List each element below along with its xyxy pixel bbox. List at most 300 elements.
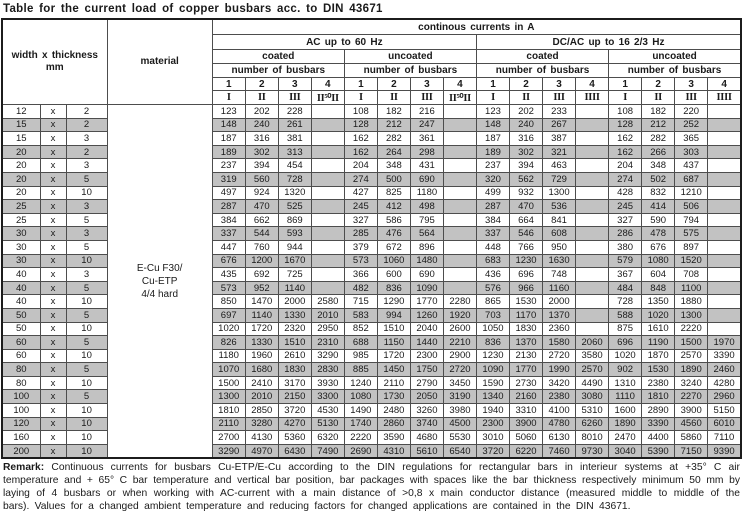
current-value: 2110 [377,376,410,390]
current-value [576,281,609,295]
current-value: 303 [675,145,708,159]
current-value: 470 [245,200,278,214]
current-value [311,172,344,186]
current-value: 2410 [245,376,278,390]
current-value: 337 [212,227,245,241]
current-value: 287 [212,200,245,214]
width-value: 15 [2,132,40,146]
current-value: 952 [245,281,278,295]
current-value: 506 [675,200,708,214]
current-value: 482 [344,281,377,295]
current-value: 428 [609,186,642,200]
current-value: 544 [245,227,278,241]
current-value: 6540 [443,444,476,458]
current-value: 593 [278,227,311,241]
dimension-separator: x [40,322,66,336]
current-value [708,213,741,227]
dimension-separator: x [40,363,66,377]
current-value: 3900 [675,404,708,418]
col-header-number-busbars-3: number of busbars [476,64,608,78]
current-value: 2950 [311,322,344,336]
current-value [443,159,476,173]
current-value: 3290 [311,349,344,363]
current-value: 394 [245,159,278,173]
busbar-arrangement-symbol: II⁵⁰II [443,91,476,105]
dimension-separator: x [40,444,66,458]
current-value: 2960 [708,390,741,404]
current-value: 3390 [708,349,741,363]
current-value: 924 [245,186,278,200]
current-value: 2720 [543,349,576,363]
current-value: 932 [510,186,543,200]
current-value: 237 [476,159,509,173]
current-value: 381 [278,132,311,146]
current-value: 1240 [344,376,377,390]
current-value: 2730 [510,376,543,390]
current-value: 1520 [675,254,708,268]
dimension-separator: x [40,145,66,159]
current-value: 1070 [212,363,245,377]
current-value: 2890 [642,404,675,418]
current-value: 3040 [609,444,642,458]
busbar-arrangement-symbol: II [642,91,675,105]
thickness-value: 3 [66,200,107,214]
current-value: 994 [377,308,410,322]
dimension-separator: x [40,172,66,186]
current-value: 266 [642,145,675,159]
current-value [576,268,609,282]
busbar-count-header: 4 [708,78,741,91]
current-value [443,118,476,132]
current-value [708,118,741,132]
current-value: 484 [609,281,642,295]
busbar-count-header: 4 [576,78,609,91]
current-value: 245 [609,200,642,214]
current-value: 725 [278,268,311,282]
current-value: 2000 [278,295,311,309]
busbar-count-header: 1 [344,78,377,91]
current-value: 850 [212,295,245,309]
current-value: 1940 [476,404,509,418]
current-value: 128 [344,118,377,132]
current-value: 573 [212,281,245,295]
current-value [311,213,344,227]
current-value: 2000 [543,295,576,309]
thickness-value: 5 [66,336,107,350]
current-value: 202 [510,105,543,119]
current-value: 497 [212,186,245,200]
current-value [576,105,609,119]
thickness-value: 5 [66,240,107,254]
col-header-ac-group: AC up to 60 Hz [212,35,476,50]
current-value: 3740 [410,417,443,431]
current-value: 500 [377,172,410,186]
thickness-value: 5 [66,390,107,404]
remark-label: Remark: [3,462,45,474]
current-value: 1480 [410,254,443,268]
current-value: 525 [278,200,311,214]
current-value: 189 [476,145,509,159]
current-value: 4490 [576,376,609,390]
dimension-separator: x [40,200,66,214]
busbar-count-header: 2 [245,78,278,91]
current-value [443,227,476,241]
thickness-value: 3 [66,268,107,282]
current-value: 204 [609,159,642,173]
current-value [576,186,609,200]
current-value: 944 [278,240,311,254]
current-value: 162 [344,145,377,159]
current-value: 1960 [245,349,278,363]
current-value [443,268,476,282]
dimension-separator: x [40,349,66,363]
current-value: 128 [609,118,642,132]
current-value: 696 [510,268,543,282]
remark [1,459,742,514]
thickness-value: 5 [66,281,107,295]
current-value: 1970 [708,336,741,350]
current-value: 6320 [311,431,344,445]
col-header-number-busbars-4: number of busbars [609,64,741,78]
current-value: 220 [675,105,708,119]
current-value: 1230 [476,349,509,363]
dimension-separator: x [40,268,66,282]
current-value: 3900 [510,417,543,431]
material-value-line: Cu-ETP [141,275,178,287]
current-value: 1580 [543,336,576,350]
current-value: 5530 [443,431,476,445]
current-value: 414 [642,200,675,214]
current-value: 697 [212,308,245,322]
current-value: 536 [543,200,576,214]
current-value: 204 [344,159,377,173]
width-value: 40 [2,268,40,282]
col-header-dc-uncoated: uncoated [609,50,741,64]
current-value [443,145,476,159]
current-value: 2060 [576,336,609,350]
current-value: 573 [344,254,377,268]
current-value [708,254,741,268]
current-value [576,240,609,254]
current-value: 9390 [708,444,741,458]
current-value: 1720 [245,322,278,336]
current-value: 287 [476,200,509,214]
current-value: 7110 [708,431,741,445]
current-value: 2850 [245,404,278,418]
current-value: 1300 [543,186,576,200]
current-value [708,186,741,200]
current-value: 387 [543,132,576,146]
current-value: 2040 [410,322,443,336]
material-value-line: 4/4 hard [141,288,179,300]
current-value [708,281,741,295]
current-value [708,227,741,241]
current-value [443,254,476,268]
current-value: 3280 [245,417,278,431]
current-value: 379 [344,240,377,254]
current-value [576,254,609,268]
current-value: 2600 [443,322,476,336]
current-value: 302 [245,145,278,159]
width-value: 20 [2,186,40,200]
current-value [311,240,344,254]
dimension-separator: x [40,431,66,445]
busbar-count-header: 3 [543,78,576,91]
current-value: 187 [212,132,245,146]
current-value [708,132,741,146]
current-value [708,159,741,173]
busbar-current-table [1,18,742,459]
current-value: 348 [377,159,410,173]
current-value: 1890 [609,417,642,431]
current-value: 950 [543,240,576,254]
current-value: 380 [609,240,642,254]
current-value: 1530 [510,295,543,309]
current-value: 1020 [212,322,245,336]
current-value [576,227,609,241]
busbar-count-header: 2 [510,78,543,91]
col-header-number-busbars-2: number of busbars [344,64,476,78]
current-value: 240 [245,118,278,132]
current-value: 1990 [543,363,576,377]
current-value: 2050 [410,390,443,404]
current-value: 3450 [443,376,476,390]
current-value: 600 [377,268,410,282]
width-value: 60 [2,336,40,350]
current-value: 1090 [410,281,443,295]
current-value: 2570 [675,349,708,363]
current-value: 162 [344,132,377,146]
col-header-continuous-currents: continous currents in A [212,19,741,35]
current-value: 2360 [543,322,576,336]
current-value: 189 [212,145,245,159]
busbar-arrangement-symbol: III [675,91,708,105]
current-value [443,213,476,227]
page-title: Table for the current load of copper busbars acc. to DIN 43671 [3,3,383,15]
current-value: 264 [377,145,410,159]
current-value: 1020 [609,349,642,363]
current-value: 1110 [609,390,642,404]
current-value: 1450 [377,363,410,377]
current-value: 148 [212,118,245,132]
current-value: 1050 [476,322,509,336]
material-value [107,105,212,459]
current-value: 476 [377,227,410,241]
busbar-arrangement-symbol: II [510,91,543,105]
busbar-count-header: 3 [675,78,708,91]
current-value: 848 [642,281,675,295]
dimension-separator: x [40,132,66,146]
width-value: 100 [2,390,40,404]
current-value: 162 [609,145,642,159]
current-value: 4680 [410,431,443,445]
width-value: 20 [2,159,40,173]
busbar-arrangement-symbol: IIII [708,91,741,105]
current-value: 361 [410,132,443,146]
current-value: 869 [278,213,311,227]
current-value: 4970 [245,444,278,458]
thickness-value: 10 [66,349,107,363]
thickness-value: 10 [66,376,107,390]
current-value: 1810 [642,390,675,404]
dimension-separator: x [40,159,66,173]
current-value: 2380 [543,390,576,404]
current-value: 274 [609,172,642,186]
current-value: 586 [377,213,410,227]
current-value: 1210 [675,186,708,200]
thickness-value: 10 [66,404,107,418]
current-value: 1300 [212,390,245,404]
col-header-ac-coated: coated [212,50,344,64]
current-value: 748 [543,268,576,282]
current-value: 3720 [278,404,311,418]
current-value: 448 [476,240,509,254]
current-value: 1150 [377,336,410,350]
current-value: 1870 [642,349,675,363]
current-value: 852 [344,322,377,336]
dimension-separator: x [40,118,66,132]
current-value: 2010 [311,308,344,322]
current-value: 1530 [642,363,675,377]
current-value: 3580 [576,349,609,363]
current-value: 4130 [245,431,278,445]
current-value: 1370 [510,336,543,350]
current-value: 672 [377,240,410,254]
current-value: 261 [278,118,311,132]
current-value: 562 [510,172,543,186]
col-header-material: material [107,19,212,105]
current-value: 588 [609,308,642,322]
current-value: 431 [410,159,443,173]
current-value: 233 [543,105,576,119]
current-value: 795 [410,213,443,227]
current-value: 576 [476,281,509,295]
current-value [311,254,344,268]
current-value: 4280 [708,376,741,390]
width-value: 80 [2,363,40,377]
current-value: 608 [543,227,576,241]
current-value: 5360 [278,431,311,445]
current-value: 4270 [278,417,311,431]
thickness-value: 3 [66,227,107,241]
current-value [443,240,476,254]
width-value: 15 [2,118,40,132]
current-value: 123 [212,105,245,119]
width-value: 40 [2,281,40,295]
current-value: 985 [344,349,377,363]
current-value: 1330 [245,336,278,350]
current-value: 1230 [510,254,543,268]
current-value: 3720 [476,444,509,458]
current-value: 337 [476,227,509,241]
current-value: 6010 [708,417,741,431]
current-value: 2570 [576,363,609,377]
current-value: 123 [476,105,509,119]
current-value: 1920 [443,308,476,322]
current-value: 2610 [278,349,311,363]
current-value: 1880 [675,295,708,309]
current-value [443,132,476,146]
current-value [708,322,741,336]
current-value [311,200,344,214]
current-value: 4500 [443,417,476,431]
busbar-arrangement-symbol: III [543,91,576,105]
busbar-count-header: 1 [476,78,509,91]
current-value: 564 [410,227,443,241]
current-value: 6430 [278,444,311,458]
current-value: 2380 [642,376,675,390]
current-value: 4400 [642,431,675,445]
current-value: 182 [642,105,675,119]
current-value: 2130 [510,349,543,363]
current-value: 302 [510,145,543,159]
dimension-separator: x [40,295,66,309]
current-value: 1260 [410,308,443,322]
dimension-separator: x [40,281,66,295]
table-body [2,105,741,459]
width-value: 200 [2,444,40,458]
current-value: 683 [476,254,509,268]
current-value [311,159,344,173]
current-value: 3390 [642,417,675,431]
current-value: 2460 [708,363,741,377]
current-value: 1770 [510,363,543,377]
current-value: 8010 [576,431,609,445]
current-value: 108 [609,105,642,119]
current-value [311,186,344,200]
current-value: 966 [510,281,543,295]
current-value: 436 [476,268,509,282]
current-value [311,118,344,132]
current-value: 690 [410,172,443,186]
current-value: 6260 [576,417,609,431]
current-value: 1740 [344,417,377,431]
current-value: 3170 [278,376,311,390]
current-value: 2470 [609,431,642,445]
current-value: 1310 [609,376,642,390]
current-value: 2860 [377,417,410,431]
current-value: 865 [476,295,509,309]
current-value: 437 [675,159,708,173]
busbar-count-header: 3 [410,78,443,91]
current-value: 212 [642,118,675,132]
current-value: 202 [245,105,278,119]
busbar-count-header: 3 [278,78,311,91]
busbar-arrangement-symbol: I [609,91,642,105]
current-value [576,200,609,214]
dimension-separator: x [40,376,66,390]
current-value: 435 [212,268,245,282]
remark-text: Continuous currents for busbars Cu-ETP/E-Cu according to the DIN regulations for rectangular bars in interieur systems at +35° C air temperature and + 65° C bar temperature and vertical bar position, bar packages with spaces like the bar thickness respectively minimum 50 mm by laying of 4 busbars or when working with AC-current with a main distance of >0,8 x main conductor distance (measured middle to middle of the bars). Values for a changed ambient temperature and reducing factors for changed applications are contained in the DIN 43671. [3,462,740,513]
current-value: 463 [543,159,576,173]
dimension-separator: x [40,240,66,254]
current-value: 240 [510,118,543,132]
table-header [2,19,741,105]
current-value: 228 [278,105,311,119]
current-value: 384 [476,213,509,227]
current-value: 1350 [642,295,675,309]
current-value: 1190 [642,336,675,350]
current-value [708,105,741,119]
current-value: 2700 [212,431,245,445]
current-value: 6220 [510,444,543,458]
current-value: 896 [410,240,443,254]
material-value-line: E-Cu F30/ [136,262,183,274]
current-value: 327 [344,213,377,227]
current-value: 1140 [245,308,278,322]
current-value: 366 [344,268,377,282]
current-value: 148 [476,118,509,132]
